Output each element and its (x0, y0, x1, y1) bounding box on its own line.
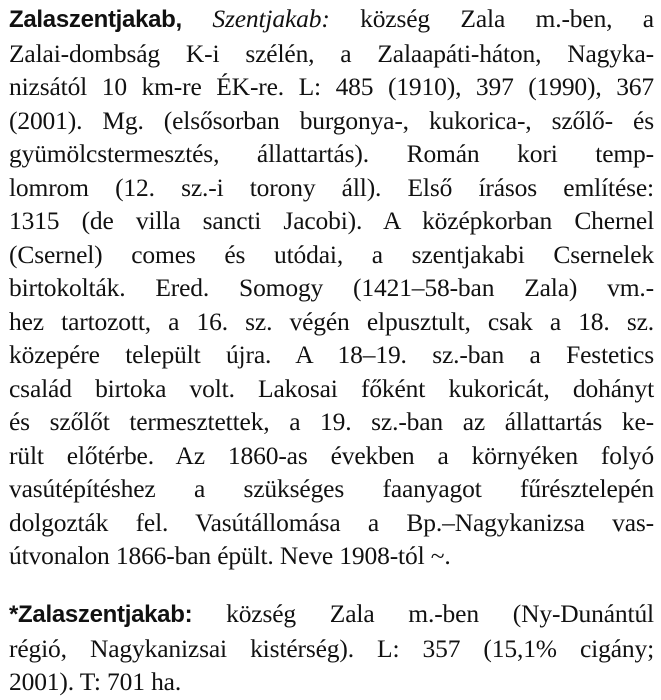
entry-line (9, 597, 654, 632)
entry-line: nizsától 10 km-re ÉK-re. L: 485 (1910), 397 (1990), 367 (9, 72, 654, 101)
entry-line: lomrom (12. sz.-i torony áll). Első írásos említése: (9, 172, 654, 202)
entry-text: község Zala m.-ben, a (329, 4, 654, 33)
entry-line: útvonalon 1866-ban épült. Neve 1908-tól ~. (9, 541, 451, 570)
entry-line: (2001). Mg. (elsősorban burgonya-, kukorica-, szőlő- és (9, 105, 654, 135)
entry-line: 2001). T: 701 ha. (9, 667, 182, 696)
headword: *Zalaszentjakab: (9, 601, 193, 628)
entry-line: hez tartozott, a 16. sz. végén elpusztult, csak a 18. sz. (9, 306, 654, 336)
entry-line: Zalai-dombság K-i szélén, a Zalaapáti-háton, Nagyka- (9, 38, 654, 68)
entry-line: gyümölcstermesztés, állattartás). Román kori temp- (9, 139, 654, 168)
entry-line: vasútépítéshez a szükséges faanyagot fűrésztelepén (9, 474, 654, 503)
entry-line: (Csernel) comes és utódai, a szentjakabi Csernelek (9, 239, 654, 269)
entry-line: 1315 (de villa sancti Jacobi). A középkorban Chernel (9, 206, 654, 235)
entry-line (9, 2, 654, 37)
entry-line: dolgozták fel. Vasútállomása a Bp.–Nagykanizsa vas- (9, 507, 654, 537)
entry-line: rült előtérbe. Az 1860-as években a környéken folyó (9, 440, 654, 470)
entry-line: birtokolták. Ered. Somogy (1421–58-ban Zala) vm.- (9, 273, 654, 302)
entry-text: község Zala m.-ben (Ny-Dunántúl (192, 599, 654, 628)
entry-line: és szőlőt termesztettek, a 19. sz.-ban az állattartás ke- (9, 407, 654, 436)
variant-name: Szentjakab: (212, 4, 330, 33)
entry-line: régió, Nagykanizsai kistérség). L: 357 (15,1% cigány; (9, 633, 654, 663)
entry-line: közepére települt újra. A 18–19. sz.-ban a Festetics (9, 340, 654, 369)
entry-zalaszentjakab-current (9, 597, 654, 699)
entry-line: család birtoka volt. Lakosai főként kukoricát, dohányt (9, 373, 654, 403)
headword: Zalaszentjakab, (9, 6, 182, 33)
entry-zalaszentjakab (9, 2, 654, 573)
